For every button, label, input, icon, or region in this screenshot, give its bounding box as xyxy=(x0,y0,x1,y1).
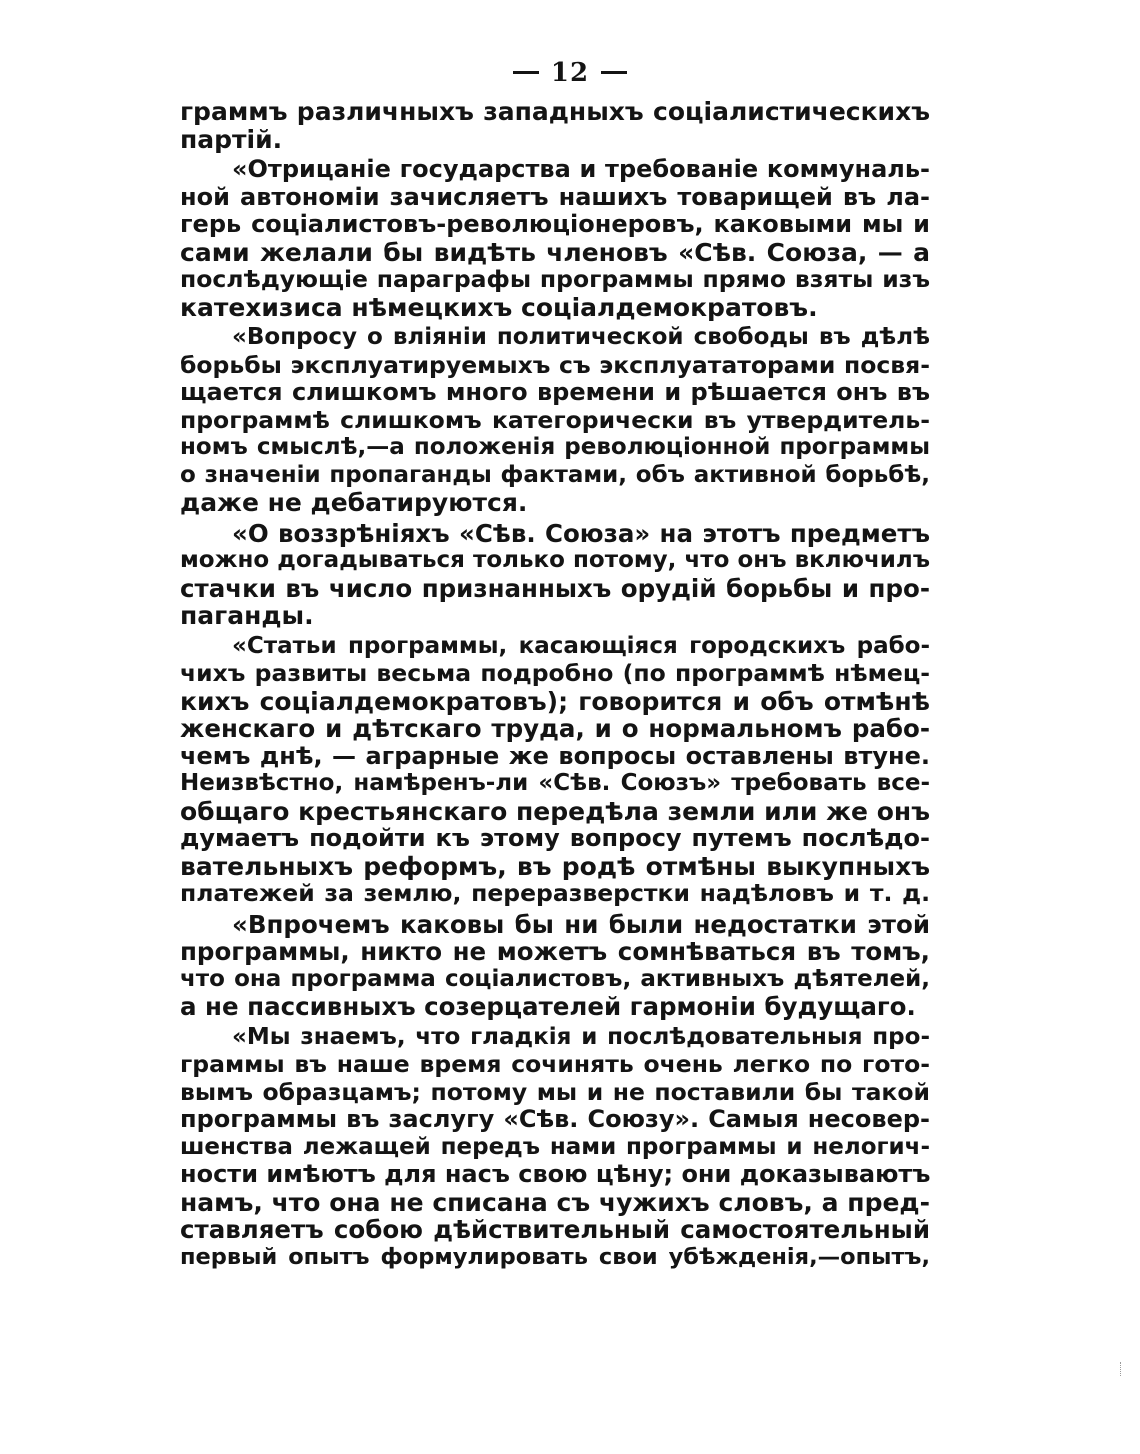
text-line: первый опытъ формулировать свои убѣжденія,—опытъ, xyxy=(180,1243,930,1270)
text-line: программы, никто не можетъ сомнѣваться въ томъ, xyxy=(180,938,930,966)
text-line: ной автономіи зачисляетъ нашихъ товарищей въ ла- xyxy=(180,183,930,211)
paragraph xyxy=(180,520,930,630)
text-line: номъ смыслѣ,—а положенія революціонной программы xyxy=(180,434,930,460)
text-line: граммы въ наше время сочинять очень легко по гото- xyxy=(180,1051,930,1078)
paragraph xyxy=(180,98,930,153)
text-line: «Вопросу о вліяніи политической свободы въ дѣлѣ xyxy=(232,324,930,350)
text-line: программы въ заслугу «Сѣв. Союзу». Самыя несовер- xyxy=(180,1106,930,1133)
text-line: даже не дебатируются. xyxy=(180,489,528,517)
text-line: программѣ слишкомъ категорически въ утвердитель- xyxy=(180,406,930,434)
text-line: женскаго и дѣтскаго труда, и о нормальномъ рабо- xyxy=(180,715,930,743)
paragraph xyxy=(180,1024,930,1272)
text-line: можно догадываться только потому, что онъ включилъ xyxy=(180,547,930,573)
text-line: Неизвѣстно, намѣренъ-ли «Сѣв. Союзъ» требовать все- xyxy=(180,770,930,796)
text-line: вымъ образцамъ; потому мы и не поставили бы такой xyxy=(180,1078,930,1106)
paragraph xyxy=(180,324,930,517)
text-line: ставляетъ собою дѣйствительный самостоятельный xyxy=(180,1216,930,1244)
text-line: граммъ различныхъ западныхъ соціалистическихъ xyxy=(180,98,930,126)
text-line: думаетъ подойти къ этому вопросу путемъ послѣдо- xyxy=(180,825,930,852)
text-line: чемъ днѣ, — аграрные же вопросы оставлены втуне. xyxy=(180,742,930,770)
page-number: 12 xyxy=(550,58,590,88)
scan-artifact xyxy=(1120,1362,1124,1376)
text-line: щается слишкомъ много времени и рѣшается онъ въ xyxy=(180,379,930,406)
text-line: платежей за землю, переразверстки надѣловъ и т. д. xyxy=(180,880,930,907)
text-line: «О воззрѣніяхъ «Сѣв. Союза» на этотъ предметъ xyxy=(232,519,930,547)
page-number-header xyxy=(0,58,1140,88)
right-dash xyxy=(601,71,627,74)
text-line: что она программа соціалистовъ, активныхъ дѣятелей, xyxy=(180,965,930,992)
text-line: герь соціалистовъ-революціонеровъ, каковыми мы и xyxy=(180,211,930,238)
paragraph xyxy=(180,156,930,321)
text-line: «Мы знаемъ, что гладкія и послѣдовательныя про- xyxy=(232,1023,930,1050)
text-line: о значеніи пропаганды фактами, объ активной борьбѣ, xyxy=(180,461,930,488)
text-line: вательныхъ реформъ, въ родѣ отмѣны выкупныхъ xyxy=(180,852,930,880)
text-line: стачки въ число признанныхъ орудій борьбы и про- xyxy=(180,574,930,602)
body-text xyxy=(180,98,930,1271)
text-line: «Впрочемъ каковы бы ни были недостатки этой xyxy=(232,910,930,938)
paragraph xyxy=(180,633,930,908)
text-line: паганды. xyxy=(180,602,314,630)
text-line: кихъ соціалдемократовъ); говорится и объ отмѣнѣ xyxy=(180,687,930,715)
text-line: послѣдующіе параграфы программы прямо взяты изъ xyxy=(180,266,930,293)
text-line: шенства лежащей передъ нами программы и нелогич- xyxy=(180,1133,930,1160)
text-line: а не пассивныхъ созерцателей гармоніи будущаго. xyxy=(180,993,916,1021)
text-line: борьбы эксплуатируемыхъ съ эксплуататорами посвя- xyxy=(180,351,930,379)
text-line: катехизиса нѣмецкихъ соціалдемократовъ. xyxy=(180,293,818,321)
text-line: ности имѣютъ для насъ свою цѣну; они доказываютъ xyxy=(180,1161,930,1188)
left-dash xyxy=(513,71,539,74)
text-line: партій. xyxy=(180,125,283,153)
text-line: «Отрицаніе государства и требованіе коммуналь- xyxy=(232,156,930,183)
text-line: намъ, что она не списана съ чужихъ словъ, а пред- xyxy=(180,1188,930,1216)
text-line: сами желали бы видѣть членовъ «Сѣв. Союза, — а xyxy=(180,238,930,266)
text-line: чихъ развиты весьма подробно (по программѣ нѣмец- xyxy=(180,660,930,687)
paragraph xyxy=(180,911,930,1021)
text-line: «Статьи программы, касающіяся городскихъ рабо- xyxy=(232,632,930,659)
text-line: общаго крестьянскаго передѣла земли или же онъ xyxy=(180,797,930,825)
